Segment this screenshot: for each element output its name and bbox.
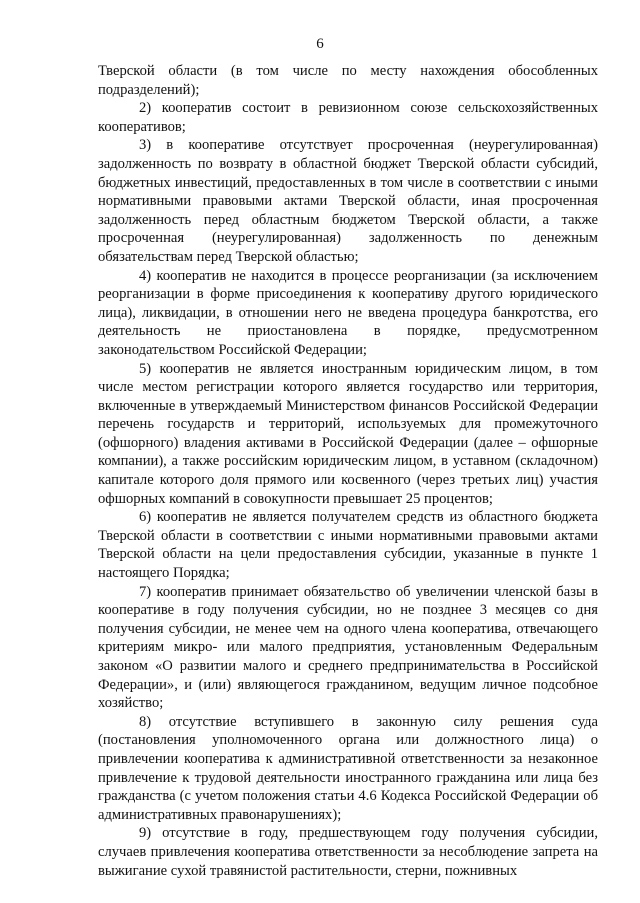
paragraph-item-6: 6) кооператив не является получателем средств из областного бюджета Тверской области в соответствии с иными нормативными правовыми актами Тверской области на цели предоставления субсидии, указанные в пункте 1 настоящего Порядка; bbox=[98, 509, 598, 582]
paragraph-item-2: 2) кооператив состоит в ревизионном союзе сельскохозяйственных кооперативов; bbox=[98, 100, 598, 135]
paragraph-continuation: Тверской области (в том числе по месту нахождения обособленных подразделений); bbox=[98, 63, 598, 98]
paragraph-item-8: 8) отсутствие вступившего в законную силу решения суда (постановления уполномоченного органа или должностного лица) о привлечении кооператива к административной ответственности за незаконное привлечение к трудовой деятельности иностранного гражданина или лица без гражданства (с учетом положения статьи 4.6 Кодекса Российской Федерации об административных правонарушениях); bbox=[98, 713, 598, 823]
paragraph-item-9: 9) отсутствие в году, предшествующем году получения субсидии, случаев привлечения кооператива ответственности за несоблюдение запрета на выжигание сухой травянистой растительности, стерни, пожнивных bbox=[98, 825, 598, 879]
page-number: 6 bbox=[316, 36, 324, 52]
paragraph-item-7: 7) кооператив принимает обязательство об увеличении членской базы в кооперативе в году получения субсидии, но не позднее 3 месяцев со дня получения субсидии, не менее чем на одного члена кооператива, отвечающего критериям микро- или малого предприятия, установленным Федеральным законом «О развитии малого и среднего предпринимательства в Российской Федерации», и (или) являющегося гражданином, ведущим личное подсобное хозяйство; bbox=[98, 583, 598, 712]
paragraph-item-5: 5) кооператив не является иностранным юридическим лицом, в том числе местом регистрации которого является государство или территория, включенные в утверждаемый Министерством финансов Российской Федерации перечень государств и территорий, используемых для промежуточного (офшорного) владения активами в Российской Федерации (далее – офшорные компании), а также российским юридическим лицом, в уставном (складочном) капитале которого доля прямого или косвенного (через третьих лиц) участия офшорных компаний в совокупности превышает 25 процентов; bbox=[98, 360, 598, 507]
document-body bbox=[98, 62, 598, 880]
paragraph-item-3: 3) в кооперативе отсутствует просроченная (неурегулированная) задолженность по возврату в областной бюджет Тверской области субсидий, бюджетных инвестиций, предоставленных в том числе в соответствии с иными нормативными правовыми актами Тверской области, иная просроченная задолженность перед областным бюджетом Тверской области, а также просроченная (неурегулированная) задолженность по денежным обязательствам перед Тверской областью; bbox=[98, 137, 598, 265]
paragraph-item-4: 4) кооператив не находится в процессе реорганизации (за исключением реорганизации в форме присоединения к кооперативу другого юридического лица), ликвидации, в отношении него не введена процедура банкротства, его деятельность не приостановлена в порядке, предусмотренном законодательством Российской Федерации; bbox=[98, 267, 598, 358]
